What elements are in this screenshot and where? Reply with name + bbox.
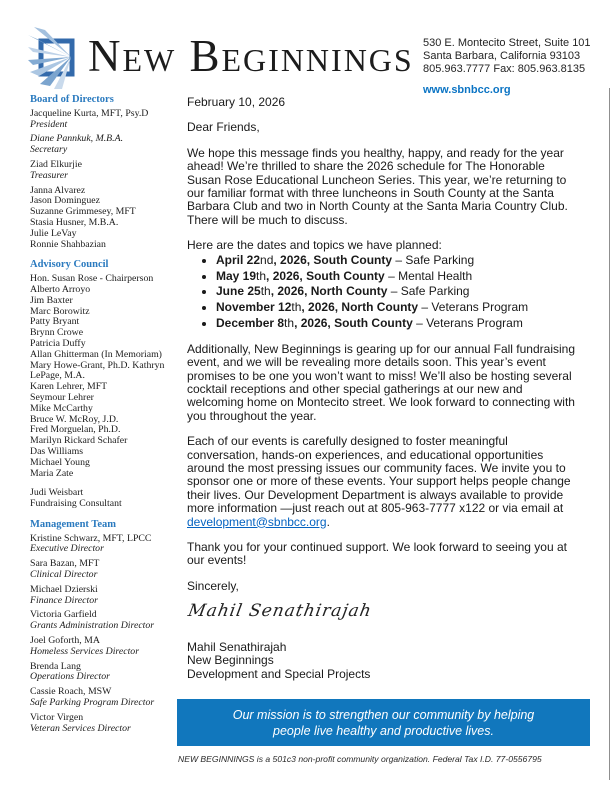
board-section-title: Board of Directors bbox=[30, 94, 114, 105]
management-officer bbox=[30, 636, 182, 658]
management-officer bbox=[30, 662, 182, 684]
new-beginnings-logo-icon bbox=[28, 26, 82, 95]
event-date: June 25 bbox=[216, 284, 261, 299]
event-separator: – bbox=[392, 252, 406, 267]
event-topic: Safe Parking bbox=[405, 252, 475, 267]
email-link[interactable]: development@sbnbcc.org bbox=[187, 514, 327, 529]
list-intro: Here are the dates and topics we have planned: bbox=[187, 238, 442, 253]
event-date: April 22 bbox=[216, 252, 261, 267]
address-line-1: 530 E. Montecito Street, Suite 101 bbox=[423, 37, 591, 49]
board-officer bbox=[30, 109, 182, 131]
officer-role: Safe Parking Program Director bbox=[30, 697, 155, 709]
advisory-section-title: Advisory Council bbox=[30, 259, 109, 271]
consultant-role: Fundraising Consultant bbox=[30, 498, 122, 510]
management-officer bbox=[30, 713, 182, 735]
event-topic: Veterans Program bbox=[426, 316, 523, 331]
nonprofit-disclaimer: NEW BEGINNINGS is a 501c3 non-profit community organization. Federal Tax I.D. 77-0556795 bbox=[178, 754, 542, 764]
advisory-member: Jim Baxter bbox=[30, 294, 73, 306]
event-separator: – bbox=[387, 284, 401, 299]
advisory-member: Hon. Susan Rose - Chairperson bbox=[30, 273, 154, 285]
officer-role: Veteran Services Director bbox=[30, 722, 131, 734]
handwritten-signature: Mahil Senathirajah bbox=[186, 601, 374, 622]
advisory-member: Seymour Lehrer bbox=[30, 391, 94, 403]
signer-org: New Beginnings bbox=[187, 653, 274, 668]
advisory-member: Das Williams bbox=[30, 445, 84, 457]
officer-name: Joel Goforth, MA bbox=[30, 635, 100, 647]
event-location: , 2026, South County bbox=[266, 268, 385, 283]
event-separator: – bbox=[384, 268, 399, 283]
officer-role: Executive Director bbox=[30, 543, 104, 555]
event-bullet bbox=[216, 317, 582, 330]
advisory-council-section bbox=[30, 260, 182, 510]
officer-role: President bbox=[30, 118, 68, 130]
event-location: , 2026, South County bbox=[294, 316, 413, 331]
board-member: Janna Alvarez bbox=[30, 184, 86, 196]
event-ordinal: nd bbox=[260, 252, 274, 267]
management-officer bbox=[30, 610, 182, 632]
signer-block bbox=[187, 641, 582, 682]
officer-name: Kristine Schwarz, MFT, LPCC bbox=[30, 532, 152, 544]
advisory-member: Alberto Arroyo bbox=[30, 283, 91, 295]
paragraph-schedule: We hope this message finds you healthy, happy, and ready for the year ahead! We’re thrilled to share the 2026 schedule for The Honorable Susan Rose Educational Luncheon Series. This year, we’re returning to our familiar format with three luncheons in South County at the Santa Barbara Club and two in North County at the Santa Maria Country Club. There will be much to discuss. bbox=[187, 145, 568, 227]
event-location: , 2026, North County bbox=[270, 284, 388, 299]
board-member: Ronnie Shahbazian bbox=[30, 238, 106, 250]
org-wordmark: New Beginnings bbox=[88, 31, 414, 81]
event-location: , 2026, North County bbox=[301, 300, 419, 315]
signer-name: Mahil Senathirajah bbox=[187, 639, 287, 654]
management-team-section bbox=[30, 520, 182, 735]
mission-statement: Our mission is to strengthen our community by helping people live healthy and productive lives. bbox=[232, 707, 535, 738]
org-address-block bbox=[423, 37, 591, 97]
event-separator: – bbox=[412, 316, 427, 331]
event-ordinal: th bbox=[284, 316, 295, 331]
officer-name: Brenda Lang bbox=[30, 660, 81, 672]
officer-role: Operations Director bbox=[30, 671, 110, 683]
letter-date: February 10, 2026 bbox=[187, 95, 286, 109]
event-list bbox=[187, 254, 582, 331]
board-member: Suzanne Grimmesey, MFT bbox=[30, 206, 136, 218]
salutation: Dear Friends, bbox=[187, 120, 260, 135]
event-separator: – bbox=[418, 300, 432, 315]
advisory-member: Marilyn Rickard Schafer bbox=[30, 435, 128, 447]
board-of-directors-section bbox=[30, 95, 182, 250]
officer-name: Jacqueline Kurta, MFT, Psy.D bbox=[30, 107, 149, 119]
officer-name: Victor Virgen bbox=[30, 711, 84, 723]
paragraph-thanks: Thank you for your continued support. We look forward to seeing you at our events! bbox=[187, 539, 567, 568]
officer-name: Diane Pannkuk, M.B.A. bbox=[30, 133, 124, 145]
mission-banner bbox=[177, 699, 590, 746]
officer-role: Secretary bbox=[30, 144, 68, 156]
officer-name: Michael Dzierski bbox=[30, 583, 98, 595]
officer-role: Homeless Services Director bbox=[30, 645, 140, 657]
management-officer bbox=[30, 559, 182, 581]
event-bullet bbox=[216, 270, 582, 283]
officer-role: Finance Director bbox=[30, 594, 98, 606]
officer-name: Cassie Roach, MSW bbox=[30, 686, 112, 698]
officer-role: Treasurer bbox=[30, 169, 68, 181]
event-topic: Veterans Program bbox=[431, 300, 529, 315]
event-ordinal: th bbox=[291, 300, 302, 315]
letter-body bbox=[187, 96, 582, 681]
page-right-border bbox=[609, 88, 610, 780]
event-topic: Safe Parking bbox=[400, 284, 470, 299]
event-date: December 8 bbox=[216, 316, 285, 331]
advisory-member: Allan Ghitterman (In Memoriam) Mary Howe-Grant, Ph.D. Kathryn LePage, M.A. bbox=[30, 348, 165, 382]
event-bullet bbox=[216, 301, 582, 314]
board-officer bbox=[30, 160, 182, 182]
board-member: Stasia Husner, M.B.A. bbox=[30, 216, 119, 228]
signer-title: Development and Special Projects bbox=[187, 666, 371, 681]
board-officer bbox=[30, 134, 182, 156]
sponsorship-text-end: . bbox=[326, 514, 330, 529]
paragraph-sponsorship bbox=[187, 435, 582, 529]
advisory-member: Mike McCarthy bbox=[30, 402, 93, 414]
paragraph-fundraising: Additionally, New Beginnings is gearing up for our annual Fall fundraising event, and we will be revealing more details soon. This year’s event promises to be one you won’t want to miss! We’ll also be hosting several cocktail receptions and other special gatherings at our new and welcoming home on Montecito street. We look forward to connecting with you throughout the year. bbox=[187, 341, 576, 423]
advisory-member: Bruce W. McRoy, J.D. bbox=[30, 413, 119, 425]
event-ordinal: th bbox=[260, 284, 271, 299]
event-bullet bbox=[216, 254, 582, 267]
advisory-member: Patty Bryant bbox=[30, 316, 80, 328]
advisory-member: Patricia Duffy bbox=[30, 337, 86, 349]
officer-name: Victoria Garfield bbox=[30, 609, 97, 621]
advisory-member: Fred Morguelan, Ph.D. bbox=[30, 424, 121, 436]
management-officer bbox=[30, 585, 182, 607]
officer-role: Clinical Director bbox=[30, 569, 98, 581]
board-member: Julie LeVay bbox=[30, 227, 77, 239]
address-line-3: 805.963.7777 Fax: 805.963.8135 bbox=[423, 63, 586, 75]
management-officer bbox=[30, 687, 182, 709]
event-ordinal: th bbox=[256, 268, 267, 283]
event-location: , 2026, South County bbox=[273, 252, 393, 267]
officer-role: Grants Administration Director bbox=[30, 620, 155, 632]
advisory-member: Michael Young bbox=[30, 456, 90, 468]
management-section-title: Management Team bbox=[30, 518, 117, 530]
management-officer bbox=[30, 534, 182, 556]
consultant-name: Judi Weisbart bbox=[30, 487, 84, 499]
officer-name: Sara Bazan, MFT bbox=[30, 558, 100, 570]
address-line-2: Santa Barbara, California 93103 bbox=[423, 50, 581, 62]
officer-name: Ziad Elkurjie bbox=[30, 158, 82, 170]
advisory-member: Brynn Crowe bbox=[30, 327, 84, 339]
event-date: November 12 bbox=[216, 300, 292, 315]
closing: Sincerely, bbox=[187, 578, 239, 593]
board-member: Jason Dominguez bbox=[30, 195, 100, 207]
event-date: May 19 bbox=[216, 268, 257, 283]
sidebar bbox=[30, 95, 182, 744]
advisory-member: Karen Lehrer, MFT bbox=[30, 381, 108, 393]
advisory-member: Marc Borowitz bbox=[30, 305, 90, 317]
website-link[interactable]: www.sbnbcc.org bbox=[423, 84, 511, 96]
event-topic: Mental Health bbox=[398, 268, 473, 283]
advisory-member: Maria Zate bbox=[30, 467, 74, 479]
event-bullet bbox=[216, 285, 582, 298]
fundraising-consultant bbox=[30, 488, 182, 510]
sponsorship-text: Each of our events is carefully designed to foster meaningful conversation, hands-on experiences, and educational opportunities around the most pressing issues our community faces. We invite you to sponsor one or more of these events. Your support helps people change their lives. Our Development Department is always available to provide more information —just reach out at 805-963-7777 x122 or via email at bbox=[187, 434, 571, 516]
